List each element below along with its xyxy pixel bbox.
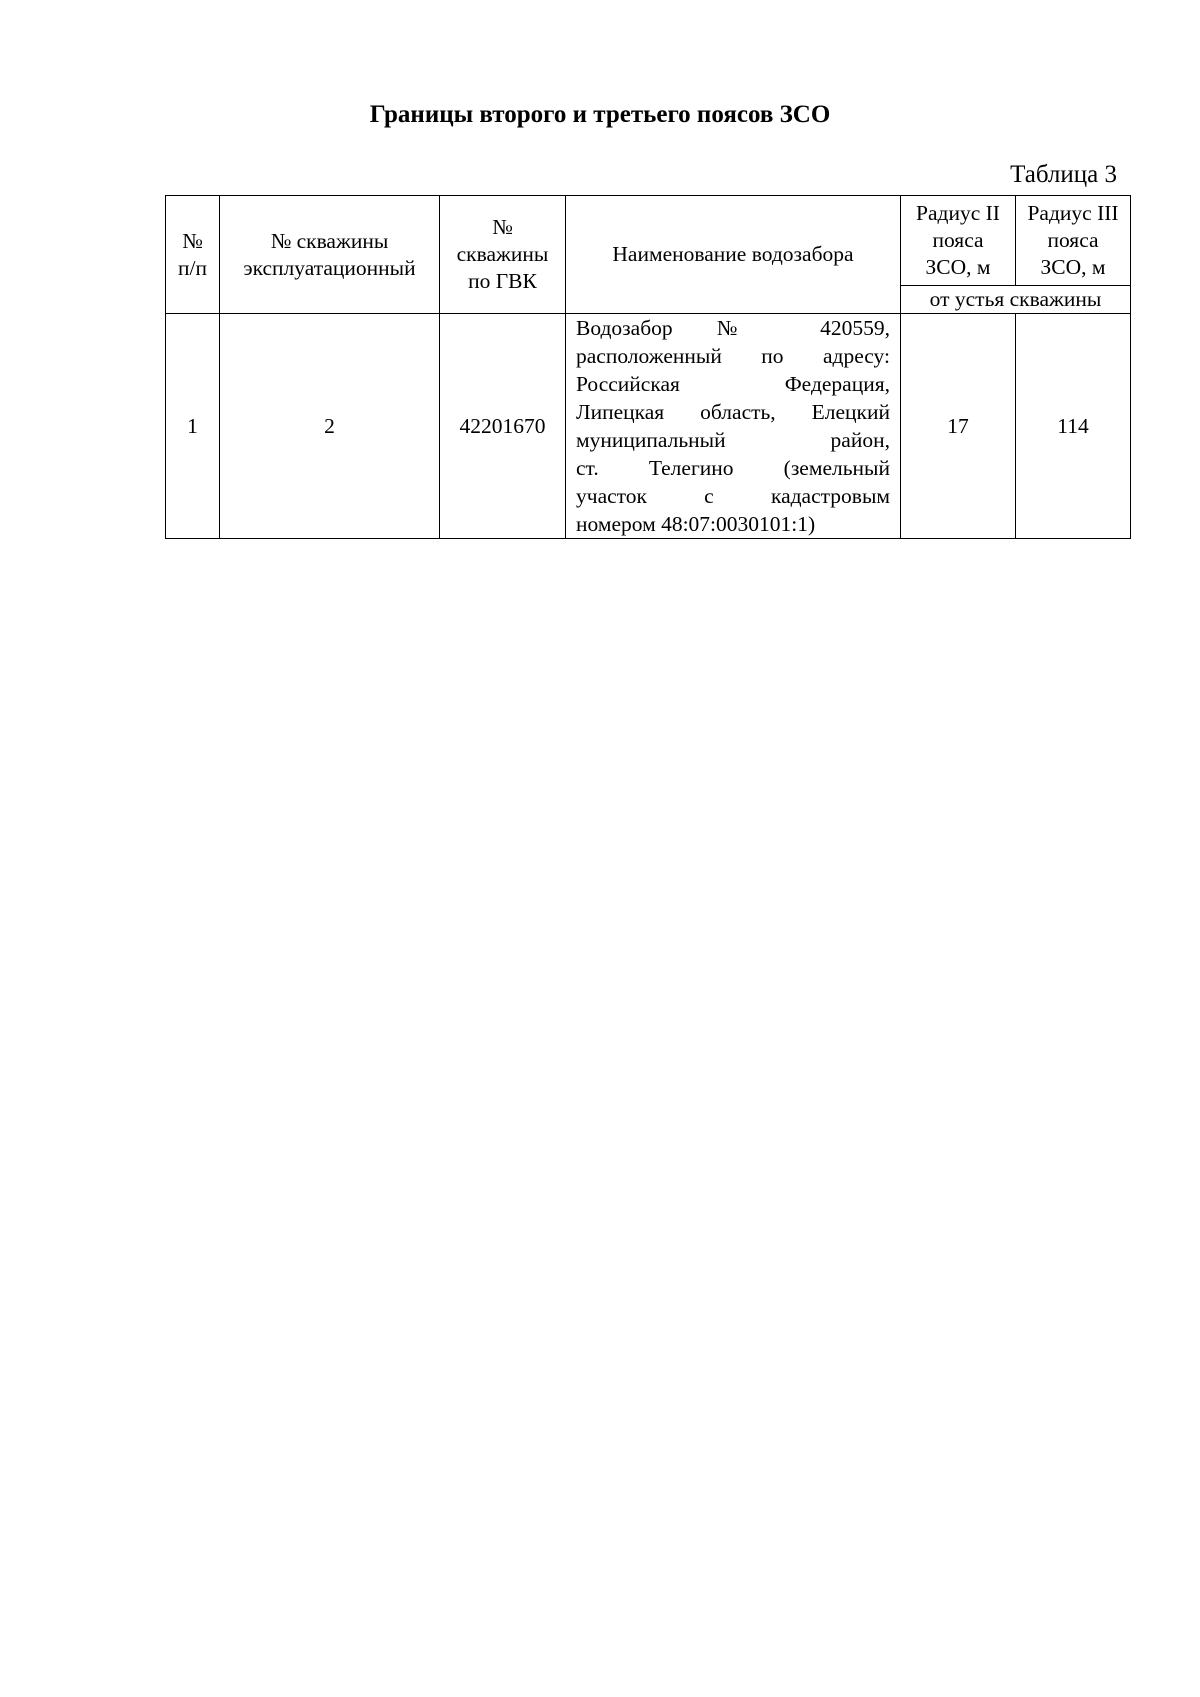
table-row <box>166 314 1131 539</box>
zso-table <box>165 195 1131 539</box>
cell-radius-2: 17 <box>901 314 1016 539</box>
cell-num: 1 <box>166 314 220 539</box>
cell-name <box>566 314 901 539</box>
header-well-exploit: № скважины эксплуатационный <box>220 196 440 314</box>
header-name: Наименование водозабора <box>566 196 901 314</box>
cell-well-gvk: 42201670 <box>440 314 566 539</box>
table-label: Таблица 3 <box>1010 161 1117 188</box>
cell-well-exploit: 2 <box>220 314 440 539</box>
cell-radius-3: 114 <box>1016 314 1131 539</box>
header-radius-3: Радиус III пояса ЗСО, м <box>1016 196 1131 286</box>
cell-name-line: участок с кадастровым <box>576 484 890 508</box>
header-well-gvk: № скважины по ГВК <box>440 196 566 314</box>
header-num: № п/п <box>166 196 220 314</box>
table-header-row <box>166 196 1131 286</box>
cell-name-line: Российская Федерация, <box>576 372 890 396</box>
cell-name-line: ст. Телегино (земельный <box>576 456 890 480</box>
header-sub: от устья скважины <box>901 286 1131 314</box>
cell-name-line: номером 48:07:0030101:1) <box>576 512 816 536</box>
page-title: Границы второго и третьего поясов ЗСО <box>369 101 831 128</box>
cell-name-line: муниципальный район, <box>576 428 890 452</box>
header-radius-2: Радиус II пояса ЗСО, м <box>901 196 1016 286</box>
cell-name-line: расположенный по адресу: <box>576 344 890 368</box>
cell-name-line: Липецкая область, Елецкий <box>576 400 890 424</box>
cell-name-line: Водозабор № 420559, <box>576 316 890 340</box>
